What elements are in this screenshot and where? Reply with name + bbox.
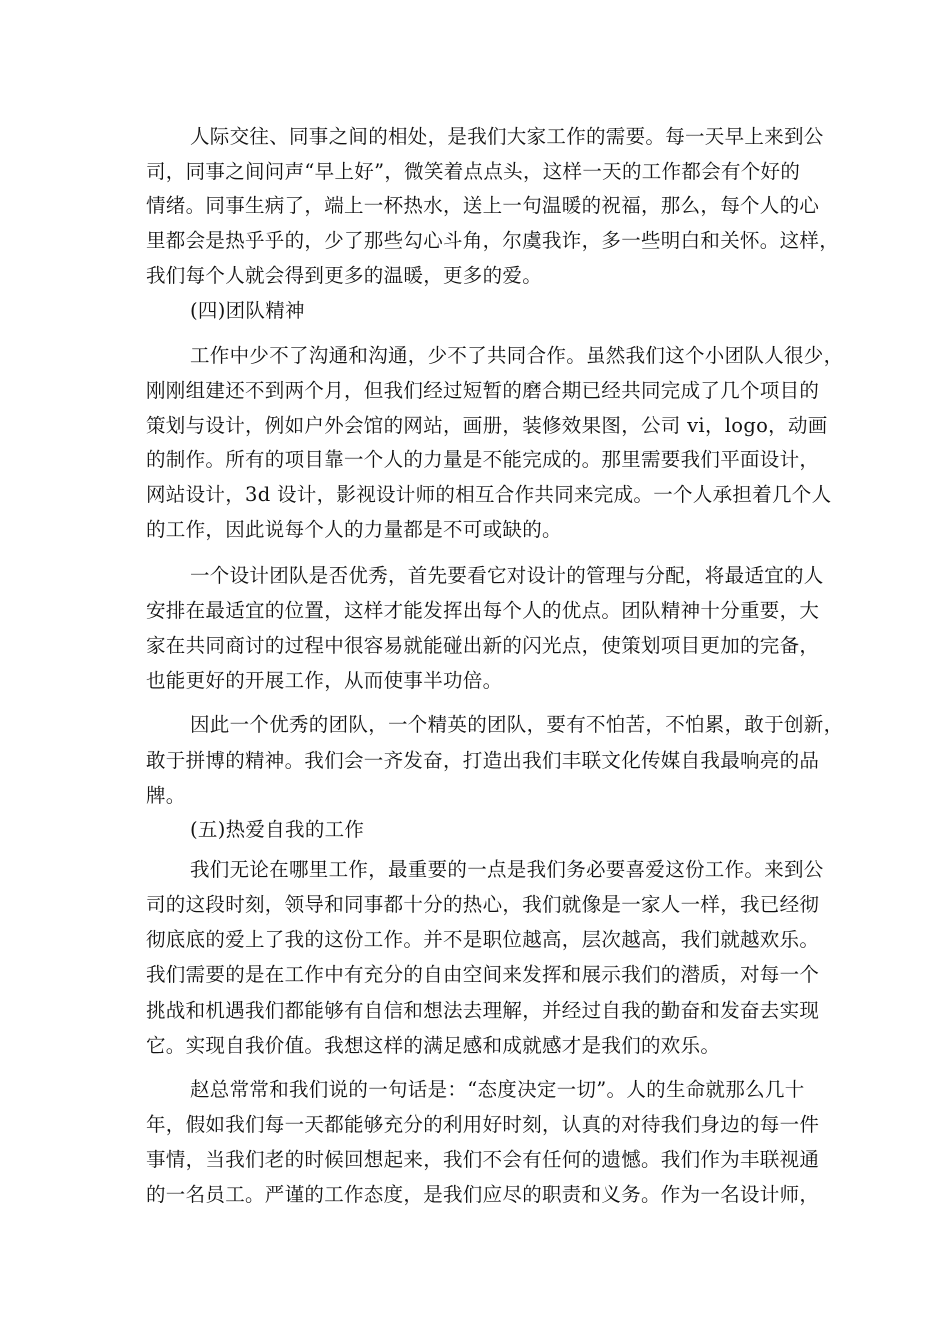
text-line: 工作中少不了沟通和沟通，少不了共同合作。虽然我们这个小团队人很少， bbox=[190, 344, 844, 367]
text-line: 挑战和机遇我们都能够有自信和想法去理解，并经过自我的勤奋和发奋去实现 bbox=[146, 999, 820, 1022]
text-line: 的工作，因此说每个人的力量都是不可或缺的。 bbox=[146, 518, 562, 541]
text-line: 因此一个优秀的团队，一个精英的团队，要有不怕苦，不怕累，敢于创新， bbox=[190, 713, 844, 736]
text-line: 的制作。所有的项目靠一个人的力量是不能完成的。那里需要我们平面设计， bbox=[146, 448, 820, 471]
section-heading: (五)热爱自我的工作 bbox=[190, 818, 365, 841]
text-line: 也能更好的开展工作，从而使事半功倍。 bbox=[146, 669, 503, 692]
text-line: 一个设计团队是否优秀，首先要看它对设计的管理与分配，将最适宜的人 bbox=[190, 564, 824, 587]
text-line: 策划与设计，例如户外会馆的网站，画册，装修效果图，公司 vi，logo，动画 bbox=[146, 414, 828, 437]
text-line: 情绪。同事生病了，端上一杯热水，送上一句温暖的祝福，那么，每个人的心 bbox=[146, 194, 820, 217]
text-line: 牌。 bbox=[146, 784, 186, 807]
text-line: 年，假如我们每一天都能够充分的利用好时刻，认真的对待我们身边的每一件 bbox=[146, 1113, 820, 1136]
text-line: 事情，当我们老的时候回想起来，我们不会有任何的遗憾。我们作为丰联视通 bbox=[146, 1148, 820, 1171]
text-line: 我们无论在哪里工作，最重要的一点是我们务必要喜爱这份工作。来到公 bbox=[190, 858, 824, 881]
text-line: 的一名员工。严谨的工作态度，是我们应尽的职责和义务。作为一名设计师， bbox=[146, 1183, 820, 1206]
text-line: 里都会是热乎乎的，少了那些勾心斗角，尔虞我诈，多一些明白和关怀。这样， bbox=[146, 229, 840, 252]
text-line: 彻底底的爱上了我的这份工作。并不是职位越高，层次越高，我们就越欢乐。 bbox=[146, 928, 820, 951]
text-line: 人际交往、同事之间的相处，是我们大家工作的需要。每一天早上来到公 bbox=[190, 125, 824, 148]
text-line: 安排在最适宜的位置，这样才能发挥出每个人的优点。团队精神十分重要，大 bbox=[146, 599, 820, 622]
section-heading: (四)团队精神 bbox=[190, 299, 305, 322]
text-line: 它。实现自我价值。我想这样的满足感和成就感才是我们的欢乐。 bbox=[146, 1034, 721, 1057]
text-line: 司的这段时刻，领导和同事都十分的热心，我们就像是一家人一样，我已经彻 bbox=[146, 893, 820, 916]
text-line: 刚刚组建还不到两个月，但我们经过短暂的磨合期已经共同完成了几个项目的 bbox=[146, 379, 820, 402]
text-line: 我们需要的是在工作中有充分的自由空间来发挥和展示我们的潜质，对每一个 bbox=[146, 963, 820, 986]
text-line: 网站设计，3d 设计，影视设计师的相互合作共同来完成。一个人承担着几个人 bbox=[146, 483, 832, 506]
text-line: 我们每个人就会得到更多的温暖，更多的爱。 bbox=[146, 264, 543, 287]
text-line: 家在共同商讨的过程中很容易就能碰出新的闪光点，使策划项目更加的完备， bbox=[146, 634, 820, 657]
text-line: 赵总常常和我们说的一句话是：“态度决定一切”。人的生命就那么几十 bbox=[190, 1078, 805, 1101]
text-line: 敢于拼博的精神。我们会一齐发奋，打造出我们丰联文化传媒自我最响亮的品 bbox=[146, 749, 820, 772]
text-line: 司，同事之间问声“早上好”，微笑着点点头，这样一天的工作都会有个好的 bbox=[146, 160, 801, 183]
